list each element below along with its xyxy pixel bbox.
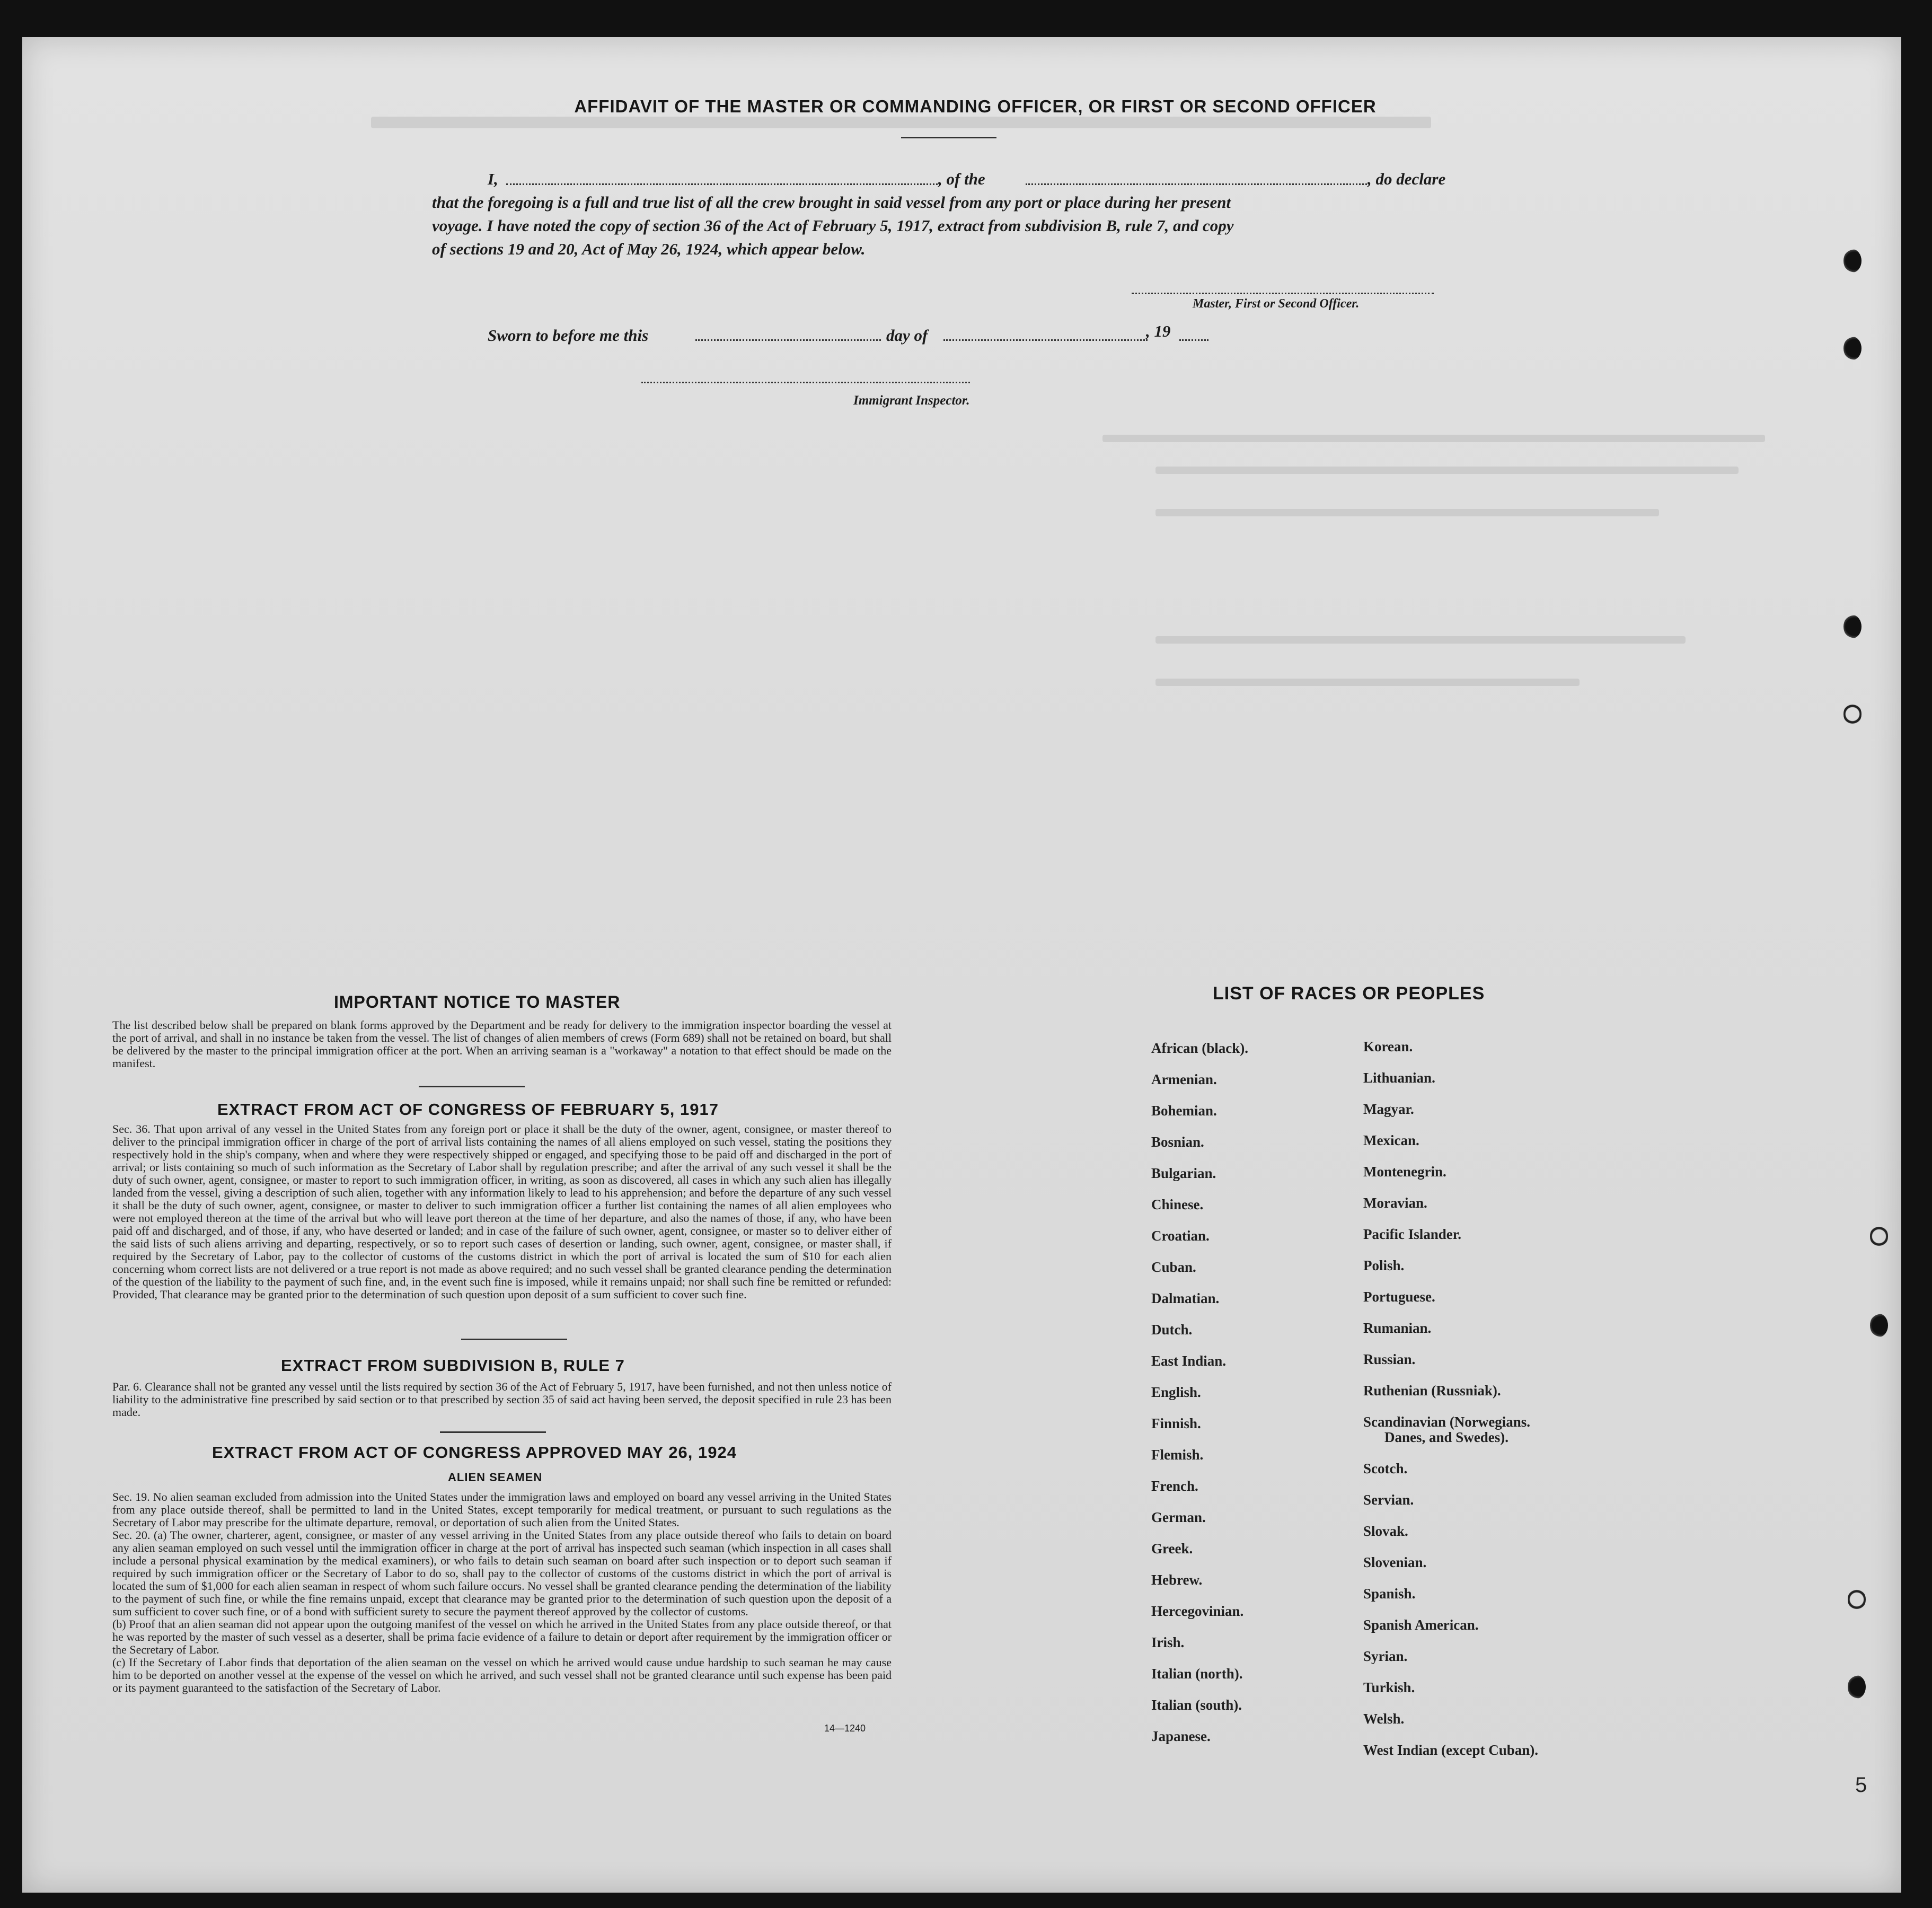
race-item: Spanish American. (1363, 1617, 1479, 1633)
punch-hole (1843, 337, 1862, 360)
race-item: West Indian (except Cuban). (1363, 1742, 1539, 1758)
race-item: Scandinavian (Norwegians. (1363, 1414, 1531, 1430)
race-item: Montenegrin. (1363, 1164, 1446, 1180)
affidavit-i-label: I, (488, 170, 498, 188)
punch-hole (1843, 249, 1862, 272)
affidavit-title: AFFIDAVIT OF THE MASTER OR COMMANDING OFFICER, OR FIRST OR SECOND OFFICER (574, 96, 1377, 116)
divider (901, 137, 996, 138)
race-item: Croatian. (1151, 1228, 1210, 1244)
race-item: Italian (north). (1151, 1666, 1243, 1682)
extract-1917-title: EXTRACT FROM ACT OF CONGRESS OF FEBRUARY 5, 1917 (217, 1100, 719, 1119)
extract-1924-subtitle: ALIEN SEAMEN (448, 1471, 543, 1484)
race-item: Syrian. (1363, 1648, 1408, 1664)
bleed-through-mark (1102, 435, 1765, 442)
race-item: Portuguese. (1363, 1289, 1435, 1305)
race-item: Dutch. (1151, 1322, 1193, 1338)
bleed-through-mark (1155, 467, 1739, 474)
extract-1924-title: EXTRACT FROM ACT OF CONGRESS APPROVED MAY 26, 1924 (212, 1443, 737, 1462)
sec-20c-text: (c) If the Secretary of Labor finds that deportation of the alien seaman on the vessel on which he arrived would cause undue hardship to such seaman he may cause him to be deported on another vessel at the expense of the vessel on which he arrived, and such vessel shall not be granted clearance until such expense has been paid or its payment guaranteed to the satisfaction of the Secretary of Labor. (112, 1656, 892, 1694)
punch-hole (1843, 615, 1862, 638)
race-item: Bosnian. (1151, 1134, 1204, 1150)
bleed-through-mark (1155, 509, 1659, 516)
sec-19-text: Sec. 19. No alien seaman excluded from admission into the United States under the immigration laws and employed on board any vessel arriving in the United States from any place outside thereof, shall be permitted to land in the United States, except temporarily for medical treatment, or pursuant to such regulations as the Secretary of Labor may prescribe for the ultimate departure, removal, or deportation of such alien from the United States. (112, 1490, 892, 1529)
race-item: Spanish. (1363, 1586, 1416, 1602)
race-item: Flemish. (1151, 1447, 1204, 1463)
sworn-day-field[interactable] (695, 339, 881, 341)
affidavit-body (432, 191, 1471, 261)
extract-rule7-text: Par. 6. Clearance shall not be granted any vessel until the lists required by section 36 of the Act of February 5, 1917, have been furnished, and not then unless notice of liability to the administrative fine prescribed by said section or to that prescribed by section 35 of said act having been served, the deposit specified in rule 23 has been made. (112, 1380, 892, 1419)
affidavit-of-the-label: , of the (938, 170, 985, 188)
sworn-year-field[interactable] (1179, 339, 1208, 341)
race-item: Slovenian. (1363, 1554, 1427, 1570)
sworn-label: Sworn to before me this (488, 326, 649, 345)
race-item: French. (1151, 1478, 1198, 1494)
race-item: Slovak. (1363, 1523, 1408, 1539)
race-item: Dalmatian. (1151, 1290, 1220, 1306)
race-item: Italian (south). (1151, 1697, 1242, 1713)
vessel-field[interactable] (1026, 183, 1370, 185)
race-item: Moravian. (1363, 1195, 1427, 1211)
race-item: Chinese. (1151, 1197, 1204, 1212)
race-item: Polish. (1363, 1258, 1405, 1273)
races-title: LIST OF RACES OR PEOPLES (1213, 983, 1485, 1004)
punch-hole (1848, 1588, 1866, 1611)
name-field[interactable] (506, 183, 941, 185)
race-item: Lithuanian. (1363, 1070, 1435, 1086)
race-item: Cuban. (1151, 1259, 1196, 1275)
race-item: East Indian. (1151, 1353, 1227, 1369)
race-item: Welsh. (1363, 1711, 1405, 1727)
sec-20a-text: Sec. 20. (a) The owner, charterer, agent, consignee, or master of any vessel arriving in the United States from any place outside thereof who fails to detain on board any alien seaman employed on such vessel until the immigration officer in charge at the port of arrival has inspected such seaman (which inspection in all cases shall include a personal physical examination by the medical examiners), or who fails to detain such seaman on board after such inspection or to deport such seaman if required by such immigration officer or the Secretary of Labor to do so, shall pay to the collector of customs of the customs district in which the port of arrival is located the sum of $1,000 for each alien seaman in respect of whom such failure occurs. No vessel shall be granted clearance pending the determination of the liability to the payment of such fine, or while the fine remains unpaid, except that clearance may be granted prior to the determination of such question upon the deposit of a sum sufficient to cover such fine, or of a bond with sufficient surety to secure the payment thereof approved by the collector of customs. (112, 1528, 892, 1618)
race-item: Armenian. (1151, 1071, 1217, 1087)
notice-text: The list described below shall be prepared on blank forms approved by the Department and be ready for delivery to the immigration inspector boarding the vessel at the port of arrival, and shall in no instance be taken from the vessel. The list of changes of alien members of crews (Form 689) shall not be retained on board, but shall be delivered by the master to the principal immigration officer at the port. When an arriving seaman is a "workaway" a notation to that effect should be made on the manifest. (112, 1018, 892, 1070)
race-item: Rumanian. (1363, 1320, 1432, 1336)
race-item: Korean. (1363, 1039, 1413, 1054)
sec-20b-text: (b) Proof that an alien seaman did not appear upon the outgoing manifest of the vessel on which he arrived in the United States from any place outside thereof, or that he was reported by the master of such vessel as a deserter, shall be prima facie evidence of a failure to detain or deport after requirement by the immigration officer or the Secretary of Labor. (112, 1617, 892, 1656)
race-item: Bohemian. (1151, 1103, 1217, 1119)
affidavit-body-line: that the foregoing is a full and true list of all the crew brought in said vessel from any port or place during her present (432, 193, 1231, 212)
punch-hole (1843, 702, 1862, 726)
sworn-day-of-label: day of (886, 326, 928, 345)
bleed-through-mark (1155, 636, 1686, 644)
race-item: Irish. (1151, 1634, 1185, 1650)
extract-rule7-title: EXTRACT FROM SUBDIVISION B, RULE 7 (281, 1356, 625, 1375)
form-number: 14—1240 (824, 1723, 866, 1734)
race-item: Bulgarian. (1151, 1165, 1216, 1181)
extract-1917-text: Sec. 36. That upon arrival of any vessel in the United States from any foreign port or place it shall be the duty of the owner, agent, consignee, or master thereof to deliver to the principal immigration officer in charge of the port of arrival lists containing the names of all aliens employed on such vessel, stating the positions they respectively hold in the ship's company, when and where they were respectively shipped or engaged, and specifying those to be paid off and discharged in the port of arrival; or lists containing so much of such information as the Secretary of Labor shall by regulation prescribe; and after the arrival of any such vessel it shall be the duty of such owner, agent, consignee, or master to report to such immigration officer, in writing, as soon as discovered, all cases in which any such alien has illegally landed from the vessel, giving a description of such alien, together with any information likely to lead to his apprehension; and before the departure of any such vessel it shall be the duty of such owner, agent, consignee, or master to deliver to such immigration officer a further list containing the names of all alien employees who were not employed thereon at the time of the arrival but who will leave port thereon at the time of her departure, and also the names of those, if any, who have been paid off and discharged, and of those, if any, who have deserted or landed; and in case of the failure of such owner, agent, consignee, or master so to deliver either of the said lists of such aliens arriving and departing, respectively, or so to report such cases of desertion or landing, such owner, agent, consignee, or master shall, if required by the Secretary of Labor, pay to the collector of customs of the customs district in which the port of arrival is located the sum of $10 for each alien concerning whom correct lists are not delivered or a true report is not made as above required; and no such vessel shall be granted clearance pending the determination of the question of the liability to the payment of such fine, and, in the event such fine is imposed, while it remains unpaid; nor shall such fine be remitted or refunded: Provided, That clearance may be granted prior to the determination of such question upon deposit of a sum sufficient to cover such fine. (112, 1122, 892, 1301)
race-item: Hebrew. (1151, 1572, 1203, 1588)
divider (461, 1339, 567, 1340)
punch-hole (1870, 1314, 1888, 1337)
sworn-month-field[interactable] (943, 339, 1148, 341)
races-left-column (1151, 1033, 1248, 1752)
races-right-column (1363, 1031, 1538, 1766)
race-item: Greek. (1151, 1541, 1193, 1557)
race-item: German. (1151, 1509, 1206, 1525)
race-item: Servian. (1363, 1492, 1414, 1508)
divider (440, 1431, 546, 1433)
race-item: Finnish. (1151, 1415, 1201, 1431)
inspector-label: Immigrant Inspector. (853, 393, 970, 408)
race-item: Pacific Islander. (1363, 1226, 1461, 1242)
extract-1924-body (112, 1491, 892, 1694)
master-signature-line[interactable] (1132, 293, 1434, 294)
notice-title: IMPORTANT NOTICE TO MASTER (334, 992, 621, 1012)
race-item: Turkish. (1363, 1680, 1415, 1695)
affidavit-body-line: of sections 19 and 20, Act of May 26, 1924, which appear below. (432, 240, 866, 258)
race-item: Mexican. (1363, 1132, 1419, 1148)
inspector-signature-line[interactable] (641, 382, 970, 383)
punch-hole (1848, 1675, 1866, 1699)
race-item: English. (1151, 1384, 1201, 1400)
race-item: Japanese. (1151, 1728, 1211, 1744)
race-item: African (black). (1151, 1040, 1248, 1056)
race-item: Magyar. (1363, 1101, 1414, 1117)
sworn-year-label: , 19 (1146, 322, 1171, 340)
affidavit-body-line: voyage. I have noted the copy of section 36 of the Act of February 5, 1917, extract from subdivision B, rule 7, and copy (432, 216, 1234, 235)
punch-hole (1870, 1225, 1888, 1248)
race-item: Hercegovinian. (1151, 1603, 1244, 1619)
master-signature-label: Master, First or Second Officer. (1193, 297, 1360, 311)
race-item: Scotch. (1363, 1461, 1408, 1476)
affidavit-declare-label: , do declare (1368, 170, 1446, 188)
race-item: Russian. (1363, 1351, 1416, 1367)
divider (419, 1086, 525, 1087)
margin-handwritten-mark: 5 (1855, 1773, 1867, 1797)
bleed-through-mark (371, 117, 1431, 128)
race-item: Danes, and Swedes). (1384, 1429, 1509, 1445)
race-item: Ruthenian (Russniak). (1363, 1383, 1501, 1399)
bleed-through-mark (1155, 679, 1580, 686)
